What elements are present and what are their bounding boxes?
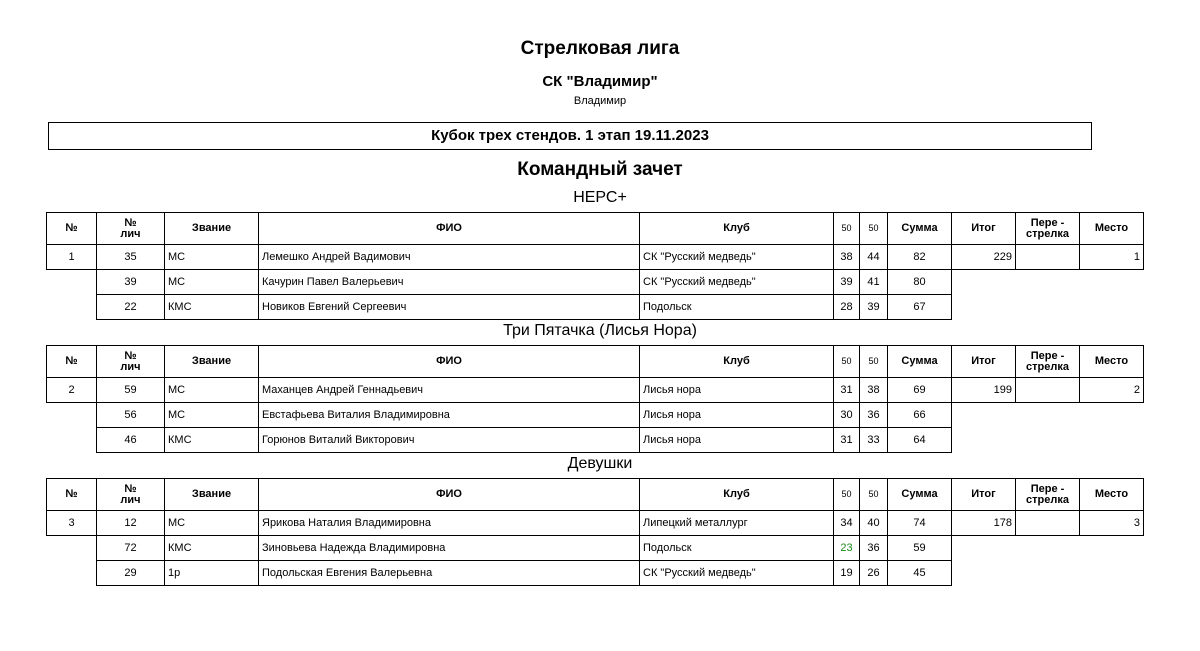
col-personal-num-header xyxy=(97,346,165,378)
club-name: СК "Русский медведь" xyxy=(640,561,834,586)
col-shootoff-header-line: Пере - xyxy=(1030,216,1065,229)
empty-cell xyxy=(952,295,1016,320)
col-total-header xyxy=(952,479,1016,511)
event-title: Кубок трех стендов. 1 этап 19.11.2023 xyxy=(48,122,1092,150)
col-series-2-header-line: 50 xyxy=(868,223,879,233)
empty-cell xyxy=(952,270,1016,295)
team-number: 3 xyxy=(47,511,97,536)
sum-score: 82 xyxy=(888,245,952,270)
col-personal-num-header-line: № xyxy=(124,216,137,229)
col-name-header xyxy=(259,213,640,245)
sum-score: 69 xyxy=(888,378,952,403)
city-label: Владимир xyxy=(573,95,627,107)
personal-number: 72 xyxy=(97,536,165,561)
team-number: 1 xyxy=(47,245,97,270)
col-sum-header xyxy=(888,479,952,511)
col-series-2-header-line: 50 xyxy=(868,356,879,366)
team-name: Три Пятачка (Лисья Нора) xyxy=(503,322,697,339)
place: 3 xyxy=(1080,511,1144,536)
col-sum-header-line: Сумма xyxy=(901,488,938,500)
rank: КМС xyxy=(165,295,259,320)
col-series-1-header xyxy=(834,213,860,245)
col-personal-num-header-line: лич xyxy=(120,360,141,373)
empty-cell xyxy=(47,536,97,561)
rank: КМС xyxy=(165,536,259,561)
col-total-header xyxy=(952,346,1016,378)
empty-cell xyxy=(1016,403,1080,428)
rank: МС xyxy=(165,245,259,270)
series-2-score: 26 xyxy=(860,561,888,586)
shootoff xyxy=(1016,245,1080,270)
col-sum-header xyxy=(888,346,952,378)
full-name: Новиков Евгений Сергеевич xyxy=(259,295,640,320)
empty-cell xyxy=(1080,295,1144,320)
series-2-score: 40 xyxy=(860,511,888,536)
col-place-header-line: Место xyxy=(1094,222,1129,234)
col-total-header-line: Итог xyxy=(971,488,996,500)
full-name: Горюнов Виталий Викторович xyxy=(259,428,640,453)
empty-cell xyxy=(1016,536,1080,561)
col-series-2-header xyxy=(860,213,888,245)
rank: МС xyxy=(165,511,259,536)
col-personal-num-header-line: № xyxy=(124,482,137,495)
table-row xyxy=(47,245,1144,270)
sum-score: 74 xyxy=(888,511,952,536)
col-rank-header-line: Звание xyxy=(191,355,232,367)
rank: МС xyxy=(165,378,259,403)
series-2-score: 44 xyxy=(860,245,888,270)
col-name-header xyxy=(259,346,640,378)
personal-number: 59 xyxy=(97,378,165,403)
col-place-header xyxy=(1080,346,1144,378)
club-title: СК "Владимир" xyxy=(542,73,658,90)
col-name-header-line: ФИО xyxy=(436,488,462,500)
full-name: Подольская Евгения Валерьевна xyxy=(259,561,640,586)
series-1-score: 31 xyxy=(834,378,860,403)
col-shootoff-header xyxy=(1016,213,1080,245)
col-shootoff-header-line: Пере - xyxy=(1030,349,1065,362)
col-sum-header-line: Сумма xyxy=(901,222,938,234)
series-1-score: 39 xyxy=(834,270,860,295)
series-1-score: 19 xyxy=(834,561,860,586)
col-rank-header xyxy=(165,213,259,245)
empty-cell xyxy=(1016,428,1080,453)
sum-score: 64 xyxy=(888,428,952,453)
col-shootoff-header xyxy=(1016,346,1080,378)
team-total: 229 xyxy=(952,245,1016,270)
team-name: Девушки xyxy=(567,455,633,472)
col-club-header xyxy=(640,346,834,378)
rank: МС xyxy=(165,403,259,428)
empty-cell xyxy=(952,536,1016,561)
empty-cell xyxy=(1080,428,1144,453)
empty-cell xyxy=(1080,536,1144,561)
empty-cell xyxy=(1016,270,1080,295)
col-series-1-header-line: 50 xyxy=(841,223,852,233)
club-name: Лисья нора xyxy=(640,378,834,403)
col-shootoff-header xyxy=(1016,479,1080,511)
empty-cell xyxy=(47,561,97,586)
col-rank-header-line: Звание xyxy=(191,488,232,500)
personal-number: 12 xyxy=(97,511,165,536)
col-total-header-line: Итог xyxy=(971,222,996,234)
series-1-score: 34 xyxy=(834,511,860,536)
sum-score: 66 xyxy=(888,403,952,428)
empty-cell xyxy=(952,428,1016,453)
series-1-score: 28 xyxy=(834,295,860,320)
personal-number: 22 xyxy=(97,295,165,320)
col-club-header-line: Клуб xyxy=(723,222,750,234)
col-rank-header-line: Звание xyxy=(191,222,232,234)
col-series-2-header xyxy=(860,346,888,378)
series-1-score: 30 xyxy=(834,403,860,428)
col-personal-num-header-line: лич xyxy=(120,227,141,240)
col-num-header-line: № xyxy=(65,355,78,367)
col-shootoff-header-line: стрелка xyxy=(1026,227,1069,240)
col-total-header xyxy=(952,213,1016,245)
col-place-header xyxy=(1080,479,1144,511)
col-rank-header xyxy=(165,346,259,378)
club-name: Лисья нора xyxy=(640,403,834,428)
full-name: Евстафьева Виталия Владимировна xyxy=(259,403,640,428)
col-num-header-line: № xyxy=(65,488,78,500)
sum-score: 80 xyxy=(888,270,952,295)
col-name-header-line: ФИО xyxy=(436,355,462,367)
col-name-header-line: ФИО xyxy=(436,222,462,234)
col-shootoff-header-line: стрелка xyxy=(1026,493,1069,506)
team-results-table xyxy=(46,345,1144,453)
col-shootoff-header-line: стрелка xyxy=(1026,360,1069,373)
col-num-header xyxy=(47,213,97,245)
club-name: Подольск xyxy=(640,295,834,320)
col-num-header xyxy=(47,346,97,378)
personal-number: 35 xyxy=(97,245,165,270)
table-row xyxy=(47,295,1144,320)
place: 2 xyxy=(1080,378,1144,403)
series-1-score: 31 xyxy=(834,428,860,453)
empty-cell xyxy=(47,403,97,428)
empty-cell xyxy=(1080,403,1144,428)
series-2-score: 36 xyxy=(860,536,888,561)
empty-cell xyxy=(1080,270,1144,295)
club-name: Липецкий металлург xyxy=(640,511,834,536)
col-personal-num-header xyxy=(97,479,165,511)
col-series-1-header xyxy=(834,346,860,378)
col-club-header-line: Клуб xyxy=(723,355,750,367)
club-name: СК "Русский медведь" xyxy=(640,245,834,270)
col-series-2-header-line: 50 xyxy=(868,489,879,499)
col-personal-num-header xyxy=(97,213,165,245)
table-row xyxy=(47,561,1144,586)
org-title: Стрелковая лига xyxy=(520,38,680,59)
col-series-1-header-line: 50 xyxy=(841,489,852,499)
col-club-header xyxy=(640,213,834,245)
col-shootoff-header-line: Пере - xyxy=(1030,482,1065,495)
full-name: Маханцев Андрей Геннадьевич xyxy=(259,378,640,403)
table-row xyxy=(47,428,1144,453)
personal-number: 46 xyxy=(97,428,165,453)
col-series-1-header-line: 50 xyxy=(841,356,852,366)
sum-score: 45 xyxy=(888,561,952,586)
col-club-header-line: Клуб xyxy=(723,488,750,500)
col-sum-header xyxy=(888,213,952,245)
col-place-header-line: Место xyxy=(1094,488,1129,500)
full-name: Лемешко Андрей Вадимович xyxy=(259,245,640,270)
empty-cell xyxy=(1080,561,1144,586)
col-place-header xyxy=(1080,213,1144,245)
series-2-score: 36 xyxy=(860,403,888,428)
col-sum-header-line: Сумма xyxy=(901,355,938,367)
series-2-score: 33 xyxy=(860,428,888,453)
personal-number: 39 xyxy=(97,270,165,295)
empty-cell xyxy=(47,295,97,320)
table-row xyxy=(47,270,1144,295)
rank: 1р xyxy=(165,561,259,586)
team-name: НЕРС+ xyxy=(573,189,627,206)
shootoff xyxy=(1016,511,1080,536)
personal-number: 29 xyxy=(97,561,165,586)
col-rank-header xyxy=(165,479,259,511)
series-2-score: 38 xyxy=(860,378,888,403)
rank: МС xyxy=(165,270,259,295)
table-row xyxy=(47,378,1144,403)
personal-number: 56 xyxy=(97,403,165,428)
club-name: Подольск xyxy=(640,536,834,561)
sum-score: 67 xyxy=(888,295,952,320)
col-series-2-header xyxy=(860,479,888,511)
table-header-row xyxy=(47,213,1144,245)
club-name: СК "Русский медведь" xyxy=(640,270,834,295)
full-name: Зиновьева Надежда Владимировна xyxy=(259,536,640,561)
col-place-header-line: Место xyxy=(1094,355,1129,367)
team-total: 199 xyxy=(952,378,1016,403)
col-num-header xyxy=(47,479,97,511)
empty-cell xyxy=(1016,295,1080,320)
col-total-header-line: Итог xyxy=(971,355,996,367)
team-results-table xyxy=(46,212,1144,320)
place: 1 xyxy=(1080,245,1144,270)
club-name: Лисья нора xyxy=(640,428,834,453)
series-1-score: 38 xyxy=(834,245,860,270)
col-series-1-header xyxy=(834,479,860,511)
empty-cell xyxy=(47,270,97,295)
empty-cell xyxy=(1016,561,1080,586)
full-name: Ярикова Наталия Владимировна xyxy=(259,511,640,536)
table-row xyxy=(47,536,1144,561)
col-num-header-line: № xyxy=(65,222,78,234)
col-personal-num-header-line: лич xyxy=(120,493,141,506)
empty-cell xyxy=(952,561,1016,586)
table-header-row xyxy=(47,346,1144,378)
section-title: Командный зачет xyxy=(517,159,683,180)
table-row xyxy=(47,403,1144,428)
team-results-table xyxy=(46,478,1144,586)
col-personal-num-header-line: № xyxy=(124,349,137,362)
team-number: 2 xyxy=(47,378,97,403)
empty-cell xyxy=(952,403,1016,428)
series-2-score: 39 xyxy=(860,295,888,320)
series-2-score: 41 xyxy=(860,270,888,295)
full-name: Качурин Павел Валерьевич xyxy=(259,270,640,295)
series-1-score: 23 xyxy=(834,536,860,561)
table-header-row xyxy=(47,479,1144,511)
sum-score: 59 xyxy=(888,536,952,561)
col-club-header xyxy=(640,479,834,511)
table-row xyxy=(47,511,1144,536)
empty-cell xyxy=(47,428,97,453)
shootoff xyxy=(1016,378,1080,403)
col-name-header xyxy=(259,479,640,511)
rank: КМС xyxy=(165,428,259,453)
team-total: 178 xyxy=(952,511,1016,536)
